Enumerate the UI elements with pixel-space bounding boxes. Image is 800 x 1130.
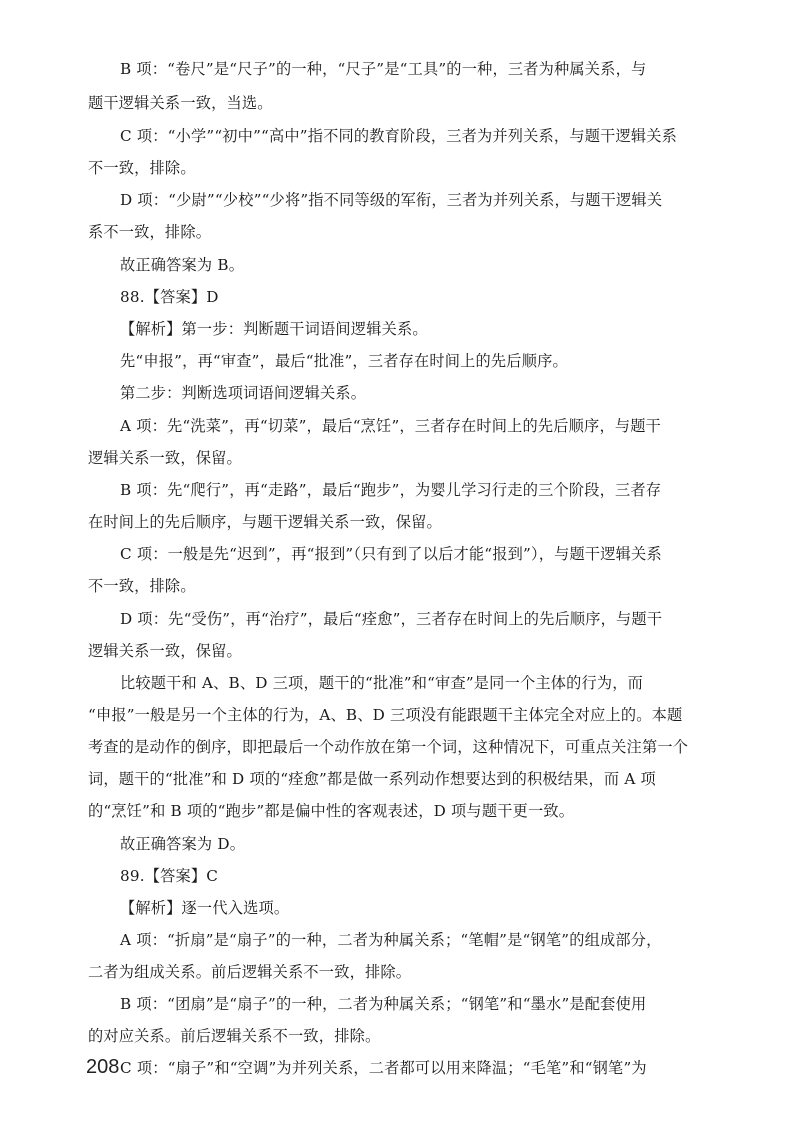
text-line: 故正确答案为 B。	[120, 256, 245, 274]
text-line: 不一致，排除。	[88, 159, 196, 177]
text-line: “申报”一般是另一个主体的行为，A、B、D 三项没有能跟题干主体完全对应上的。本题	[88, 706, 683, 724]
text-line: 系不一致，排除。	[88, 223, 212, 241]
text-line: B 项：先“爬行”，再“走路”，最后“跑步”，为婴儿学习行走的三个阶段，三者存	[120, 481, 662, 499]
text-line: B 项：“团扇”是“扇子”的一种，二者为种属关系；“钢笔”和“墨水”是配套使用	[120, 995, 647, 1013]
text-line: 题干逻辑关系一致，当选。	[88, 94, 273, 112]
answer-heading-89: 89.【答案】C	[120, 867, 219, 885]
text-line: D 项：先“受伤”，再“治疗”，最后“痊愈”，三者存在时间上的先后顺序，与题干	[120, 610, 663, 628]
text-line: 词，题干的“批准”和 D 项的“痊愈”都是做一系列动作想要达到的积极结果，而 A 项	[88, 770, 656, 788]
text-line: C 项：“小学”“初中”“高中”指不同的教育阶段，三者为并列关系，与题干逻辑关系	[120, 127, 678, 145]
answer-heading-88: 88.【答案】D	[120, 288, 219, 306]
text-line: 在时间上的先后顺序，与题干逻辑关系一致，保留。	[88, 513, 442, 531]
text-line: 逻辑关系一致，保留。	[88, 449, 242, 467]
text-line: 逻辑关系一致，保留。	[88, 642, 242, 660]
text-line: 的“烹饪”和 B 项的“跑步”都是偏中性的客观表述，D 项与题干更一致。	[88, 802, 575, 820]
text-line: 的对应关系。前后逻辑关系不一致，排除。	[88, 1027, 381, 1045]
text-line: 第二步：判断选项词语间逻辑关系。	[120, 384, 367, 402]
page-number: 208	[86, 1056, 120, 1078]
text-line: A 项：“折扇”是“扇子”的一种，二者为种属关系；“笔帽”是“钢笔”的组成部分，	[120, 931, 662, 949]
text-line: A 项：先“洗菜”，再“切菜”，最后“烹饪”，三者存在时间上的先后顺序，与题干	[120, 417, 661, 435]
text-line: C 项：“扇子”和“空调”为并列关系，二者都可以用来降温；“毛笔”和“钢笔”为	[120, 1059, 647, 1077]
text-line: C 项：一般是先“迟到”，再“报到”（只有到了以后才能“报到”），与题干逻辑关系	[120, 545, 662, 563]
text-line: 比较题干和 A、B、D 三项，题干的“批准”和“审查”是同一个主体的行为，而	[120, 674, 644, 692]
text-line: B 项：“卷尺”是“尺子”的一种，“尺子”是“工具”的一种，三者为种属关系，与	[120, 60, 647, 78]
text-line: 先“申报”，再“审查”，最后“批准”，三者存在时间上的先后顺序。	[120, 352, 568, 370]
analysis-heading: 【解析】逐一代入选项。	[120, 899, 290, 917]
text-line: 二者为组成关系。前后逻辑关系不一致，排除。	[88, 963, 412, 981]
text-line: 不一致，排除。	[88, 577, 196, 595]
text-line: 故正确答案为 D。	[120, 835, 246, 853]
analysis-heading: 【解析】第一步：判断题干词语间逻辑关系。	[120, 320, 428, 338]
text-line: D 项：“少尉”“少校”“少将”指不同等级的军衔，三者为并列关系，与题干逻辑关	[120, 191, 663, 209]
text-line: 考查的是动作的倒序，即把最后一个动作放在第一个词，这种情况下，可重点关注第一个	[88, 738, 689, 756]
